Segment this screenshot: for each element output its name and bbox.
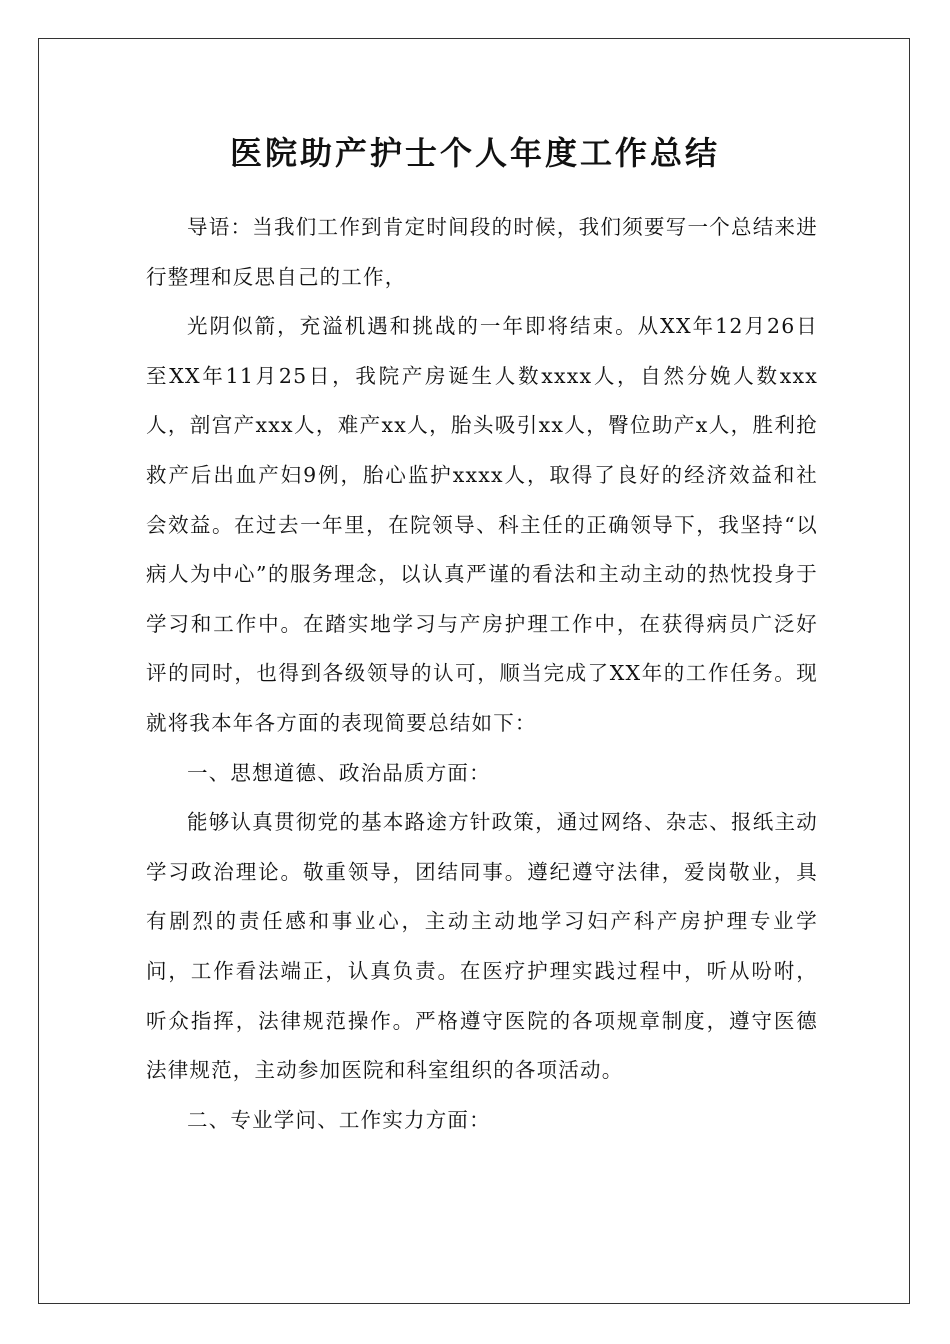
document-body — [146, 203, 818, 1145]
paragraph-intro: 导语：当我们工作到肯定时间段的时候，我们须要写一个总结来进行整理和反思自己的工作， — [146, 215, 818, 289]
document-title: 医院助产护士个人年度工作总结 — [229, 134, 720, 172]
paragraph-section-1: 能够认真贯彻党的基本路途方针政策，通过网络、杂志、报纸主动学习政治理论。敬重领导，团结同事。遵纪遵守法律，爱岗敬业，具有剧烈的责任感和事业心，主动主动地学习妇产科产房护理专业学问，工作看法端正，认真负责。在医疗护理实践过程中，听从吩咐，听众指挥，法律规范操作。严格遵守医院的各项规章制度，遵守医德法律规范，主动参加医院和科室组织的各项活动。 — [146, 810, 818, 1083]
paragraph-summary: 光阴似箭，充溢机遇和挑战的一年即将结束。从XX年12月26日至XX年11月25日，我院产房诞生人数xxxx人，自然分娩人数xxx人，剖宫产xxx人，难产xx人，胎头吸引xx人，臀位助产x人，胜利抢救产后出血产妇9例，胎心监护xxxx人，取得了良好的经济效益和社会效益。在过去一年里，在院领导、科主任的正确领导下，我坚持“以病人为中心”的服务理念，以认真严谨的看法和主动主动的热忱投身于学习和工作中。在踏实地学习与产房护理工作中，在获得病员广泛好评的同时，也得到各级领导的认可，顺当完成了XX年的工作任务。现就将我本年各方面的表现简要总结如下： — [146, 314, 818, 735]
section-heading-1: 一、思想道德、政治品质方面： — [187, 760, 491, 785]
section-heading-2: 二、专业学问、工作实力方面： — [187, 1107, 491, 1132]
